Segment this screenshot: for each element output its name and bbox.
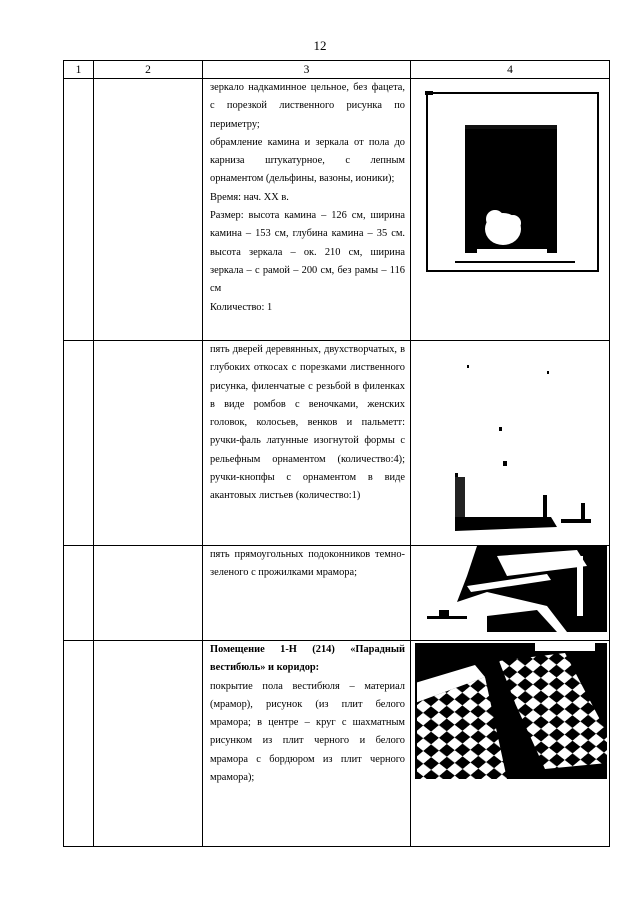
cell-photo [411,79,610,341]
column-header-2: 2 [94,61,203,79]
cell-description [203,641,411,847]
description-paragraph: Время: нач. XX в. [210,191,289,203]
table-row [64,546,610,641]
cell-description [203,79,411,341]
description-paragraph: обрамление камина и зеркала от пола до карниза штукатурное, с лепным орнаментом (дельфины, вазоны, ионики); [210,136,405,185]
cell-description [203,546,411,641]
cell-photo [411,641,610,847]
table-row [64,79,610,341]
cell-name [94,641,203,847]
cell-description [203,341,411,546]
column-header-3: 3 [203,61,411,79]
cell-photo [411,546,610,641]
cell-number [64,341,94,546]
cell-name [94,546,203,641]
windowsill-photo [427,546,607,632]
description-paragraph: пять дверей деревянных, двухстворчатых, в глубоких откосах с порезками лиственного рисунка, филенчатые с резьбой в филенках в виде ромбов с веночками, женских головок, колосьев, венков и пальметт: ручки-фаль латунные изогнутой формы с рельефным орнаментом (количество:4); ручки-кнопфы с орнаментом в виде акантовых листьев (количество:1) [210,344,405,502]
table-header-row [64,61,610,79]
cell-number [64,546,94,641]
checkered-floor-photo [415,643,607,779]
description-paragraph: Количество: 1 [210,301,273,313]
cell-photo [411,341,610,546]
description-paragraph: Размер: высота камина – 126 см, ширина камина – 153 см, глубина камина – 35 см. высота зеркала – ок. 210 см, ширина зеркала – с рамой – 200 см, без рамы – 116 см [210,210,405,295]
description-paragraph: зеркало надкаминное цельное, без фацета, с порезкой лиственного рисунка по периметру; [210,82,405,130]
monument-subject-table [63,60,610,847]
fireplace-mirror-photo [425,91,600,273]
doors-photo [451,357,599,535]
room-heading: Помещение 1-Н (214) «Парадный вестибюль» и коридор: [210,644,405,674]
cell-name [94,79,203,341]
cell-number [64,641,94,847]
description-paragraph: покрытие пола вестибюля – материал (мрамор), рисунок (из плит белого мрамора; в центре – круг с шахматным рисунком из плит черного и белого мрамора с бордюром из плит черного мрамора); [210,680,405,784]
column-header-1: 1 [64,61,94,79]
description-paragraph: пять прямоугольных подоконников темно-зеленого с прожилками мрамора; [210,549,405,579]
table-row [64,341,610,546]
cell-name [94,341,203,546]
table-row [64,641,610,847]
page-number: 12 [313,38,327,53]
column-header-4: 4 [411,61,610,79]
cell-number [64,79,94,341]
